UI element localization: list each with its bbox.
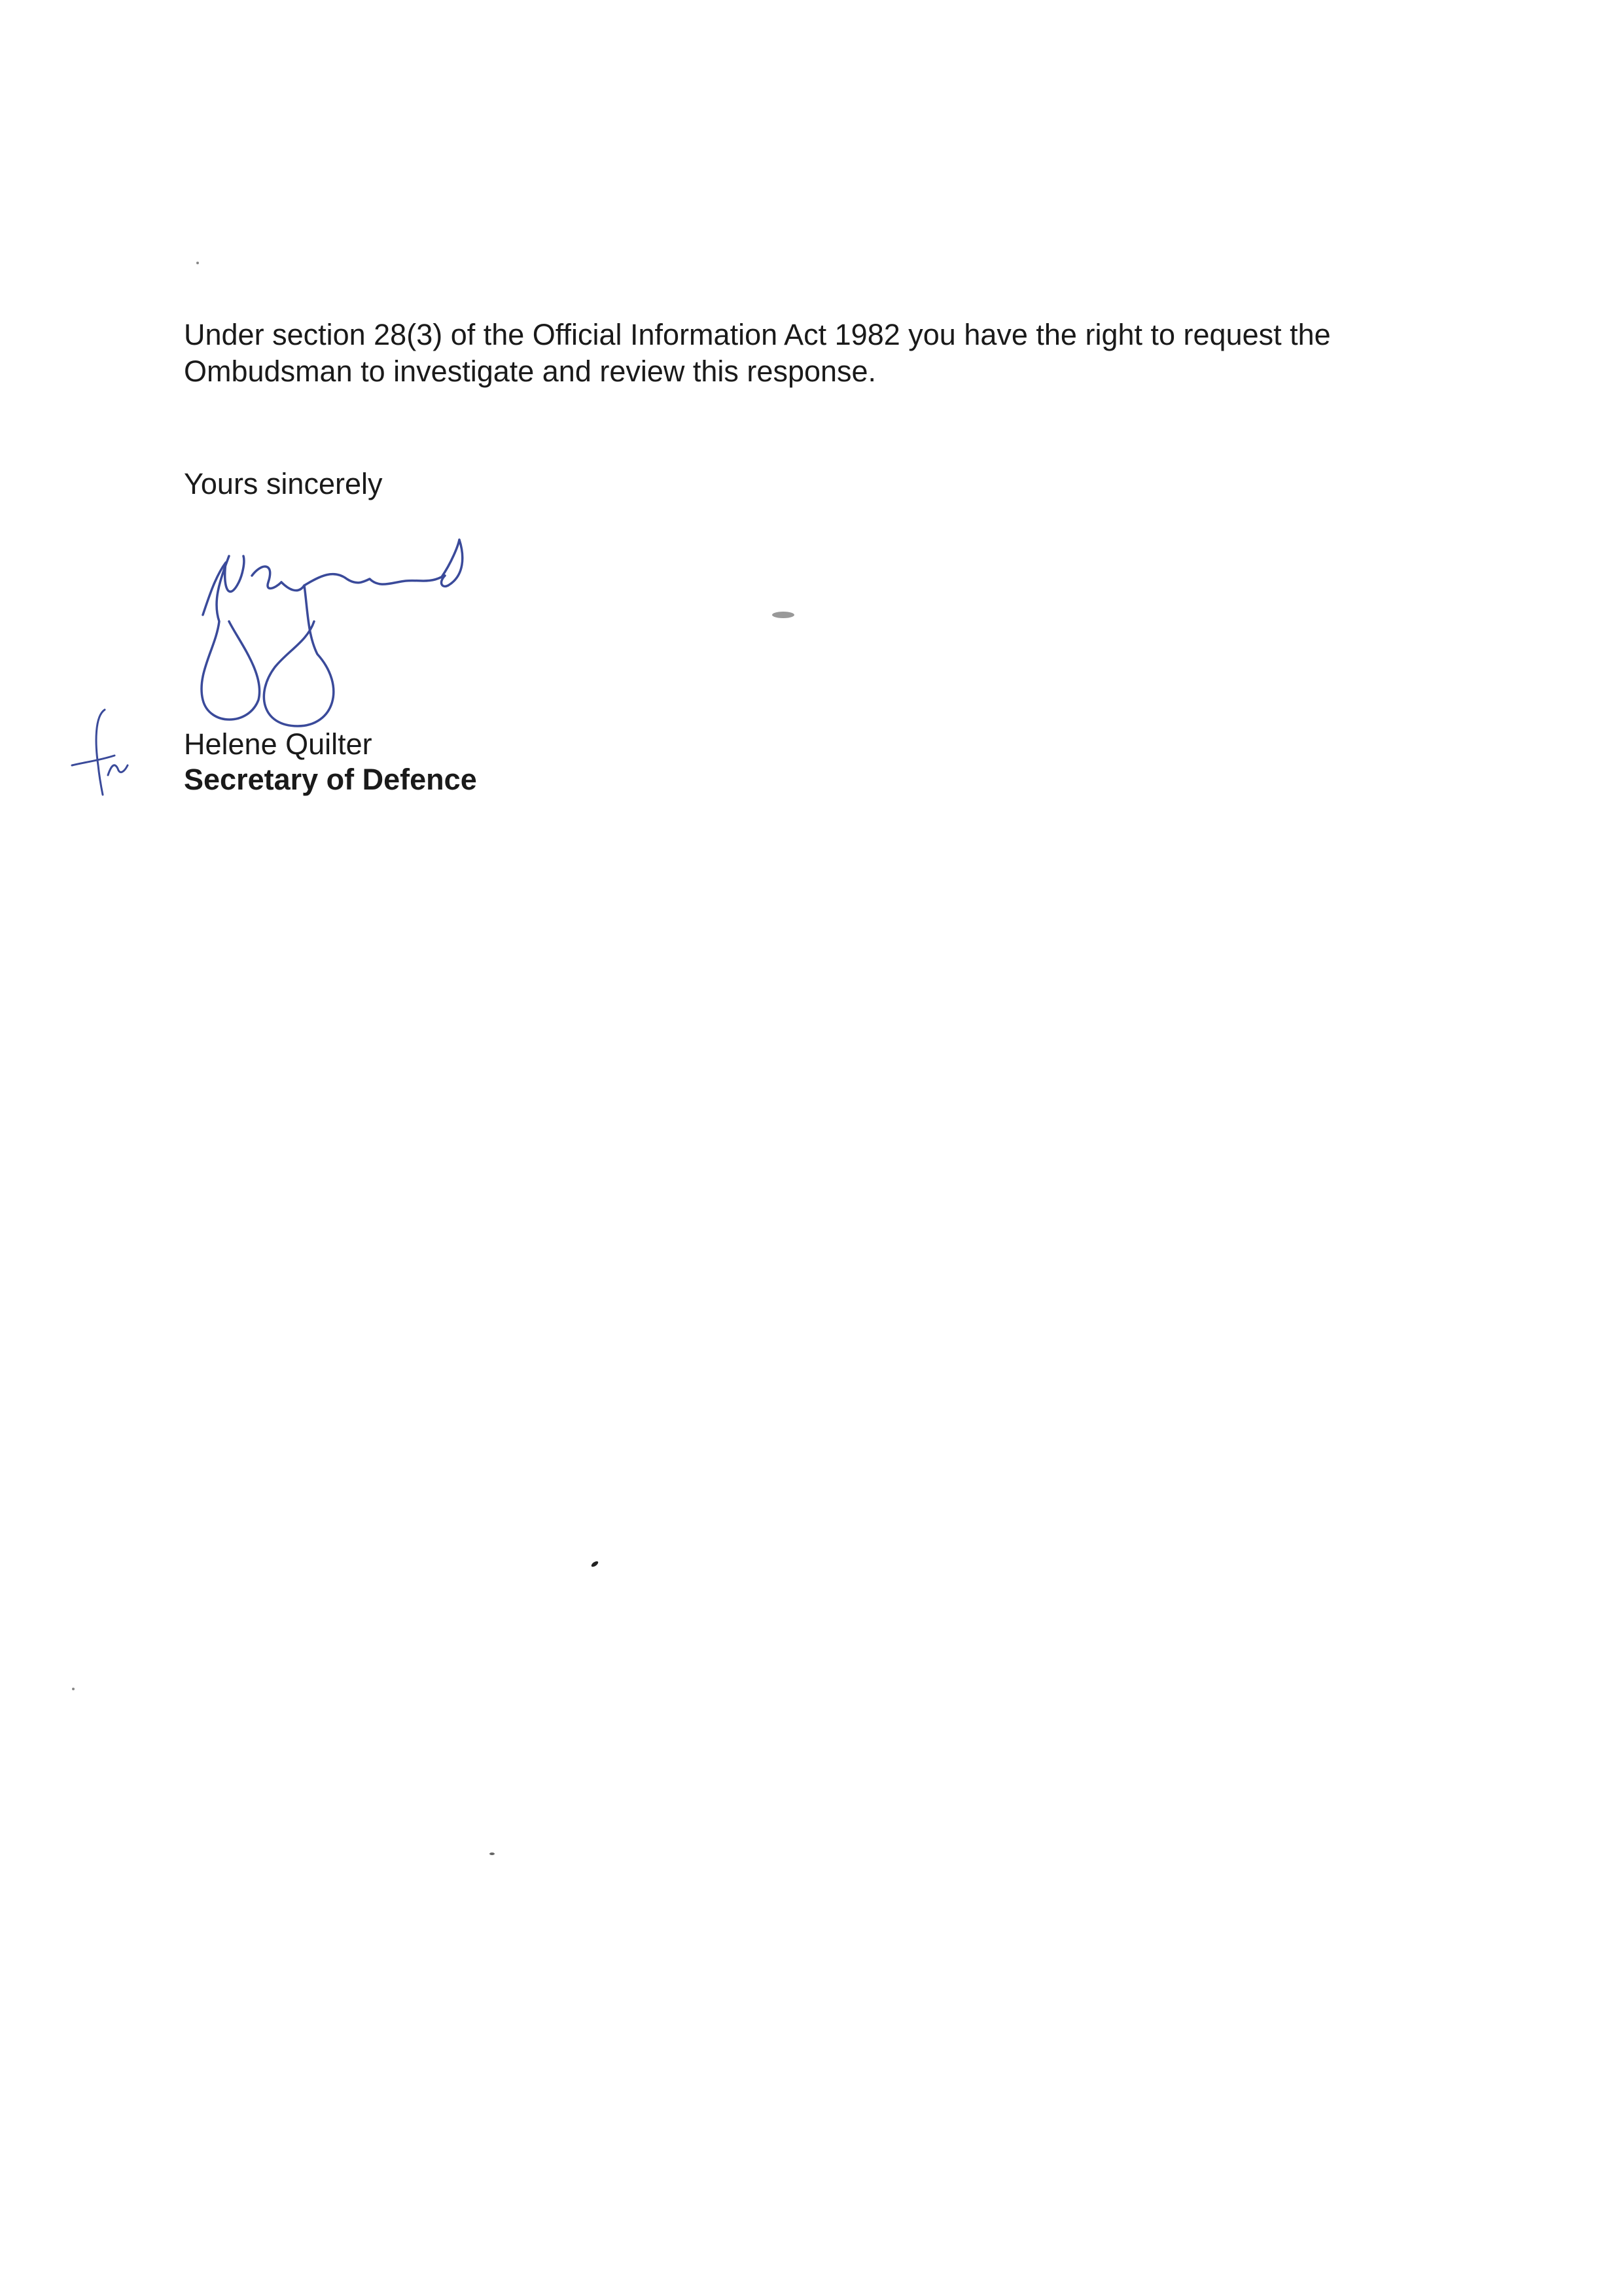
- scan-speck: [196, 262, 199, 264]
- scan-speck: [772, 612, 794, 618]
- handwritten-signature: [190, 536, 543, 739]
- rights-paragraph: Under section 28(3) of the Official Information Act 1982 you have the right to request the Ombudsman to investigate and review this response.: [184, 318, 1331, 388]
- scan-speck: [590, 1560, 599, 1568]
- closing-salutation: Yours sincerely: [184, 467, 383, 500]
- signer-name: Helene Quilter: [184, 727, 372, 761]
- scan-speck: [72, 1688, 75, 1690]
- for-annotation-mark: [69, 703, 147, 801]
- signer-title: Secretary of Defence: [184, 763, 477, 796]
- scan-speck: [489, 1852, 495, 1855]
